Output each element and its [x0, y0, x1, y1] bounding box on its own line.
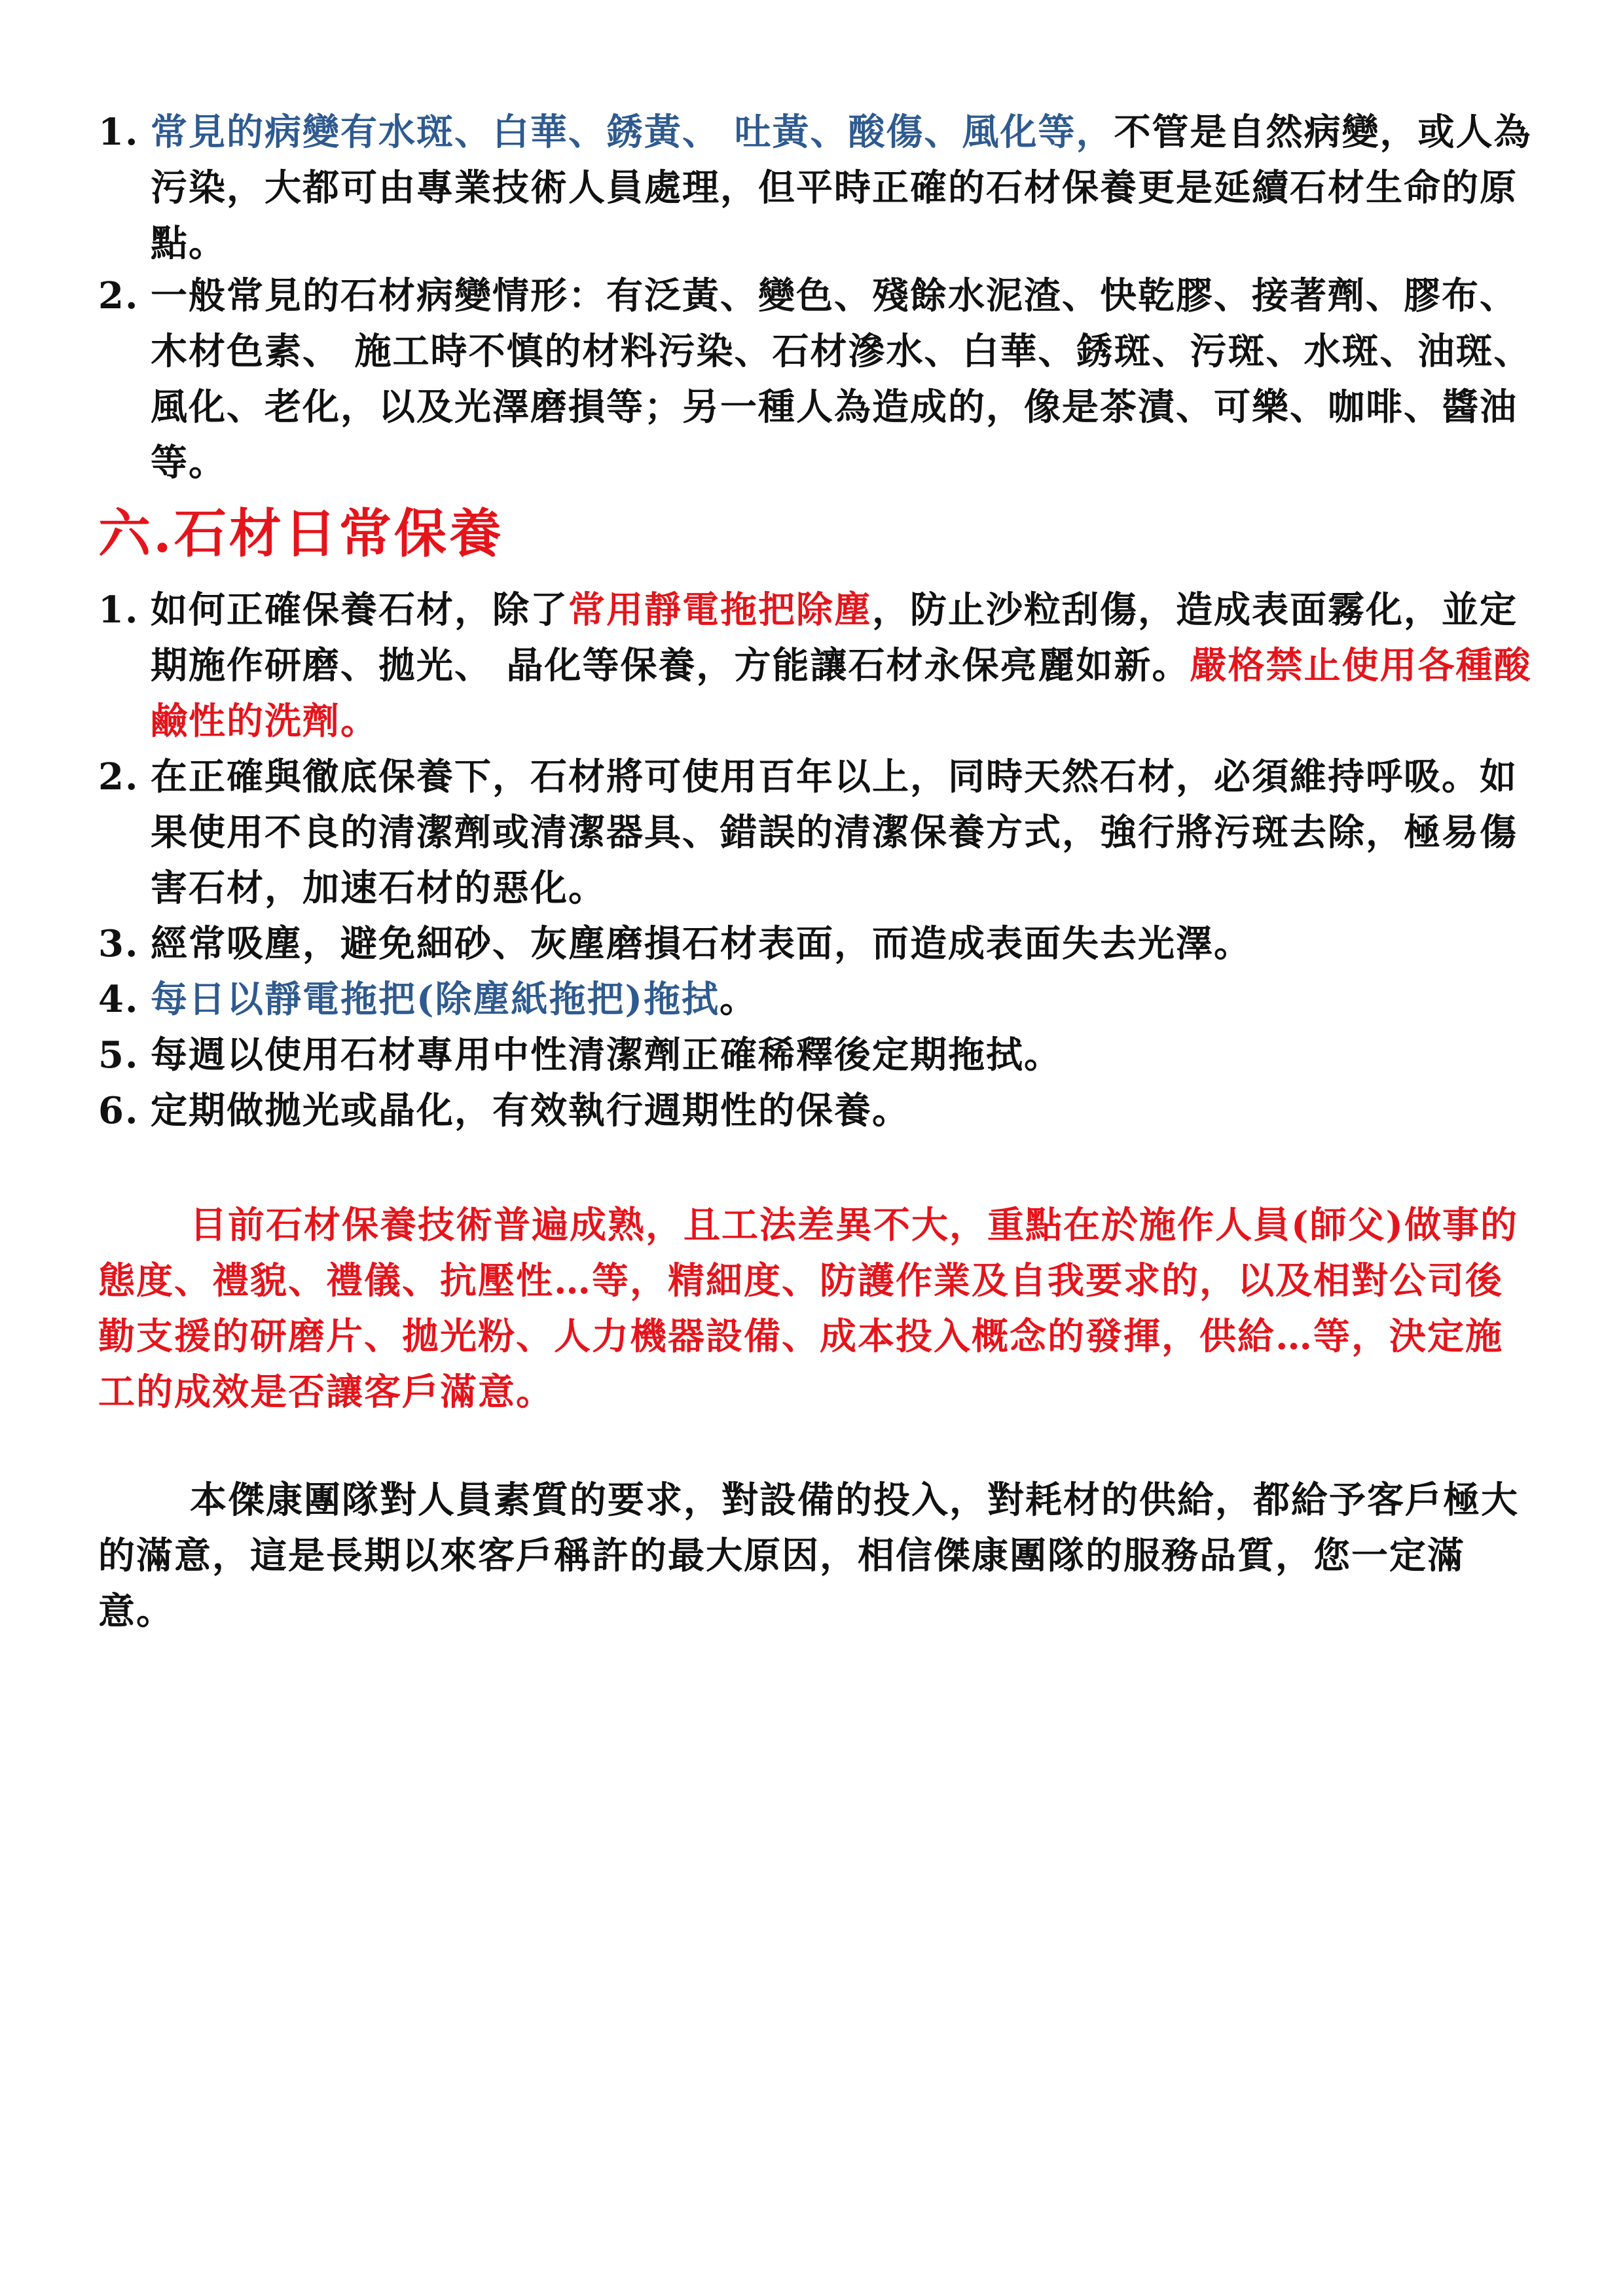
highlight-text: 常見的病變有水斑、白華、銹黃、 吐黃、酸傷、風化等， — [151, 111, 1114, 154]
list-number: 1. — [98, 111, 139, 154]
body-text: 不管是自然病變，或人為污染，大都可由專業技術人員處理，但平時正確的石材保養更是延續石材生命的原點。 — [151, 111, 1532, 265]
body-text: ，防止沙粒刮傷，造成表面霧化，並定期施作研磨、拋光、 晶化等保養，方能讓石材永保亮麗如新。 — [151, 588, 1518, 687]
team-paragraph: 本傑康團隊對人員素質的要求，對設備的投入，對耗材的供給，都給予客戶極大的滿意，這是長期以來客戶稱許的最大原因，相信傑康團隊的服務品質，您一定滿意。 — [98, 1479, 1519, 1633]
list-b-item-5 — [98, 1028, 1539, 1083]
body-text: 。 — [720, 978, 757, 1021]
list-b-item-2 — [98, 749, 1539, 916]
list-b-item-6 — [98, 1083, 1539, 1139]
list-text — [151, 972, 1539, 1028]
list-b-item-3 — [98, 916, 1539, 972]
body-text: 如何正確保養石材，除了 — [151, 588, 568, 632]
list-number: 2. — [98, 274, 139, 317]
highlight-text: 每日以靜電拖把(除塵紙拖把)拖拭 — [151, 978, 720, 1021]
list-text: 每週以使用石材專用中性清潔劑正確稀釋後定期拖拭。 — [151, 1033, 1062, 1077]
warning-text: 嚴格禁止使用各種酸鹼性的洗劑。 — [151, 644, 1532, 743]
highlight-text: 常用靜電拖把除塵 — [568, 588, 872, 632]
list-number: 6. — [98, 1089, 139, 1132]
list-number: 1. — [98, 588, 139, 632]
list-b-item-4 — [98, 972, 1539, 1028]
list-text — [151, 105, 1539, 272]
list-text — [151, 583, 1539, 749]
list-text: 一般常見的石材病變情形：有泛黃、變色、殘餘水泥渣、快乾膠、接著劑、膠布、木材色素、 施工時不慎的材料污染、石材滲水、白華、銹斑、污斑、水斑、油斑、風化、老化，以及光澤磨損等；另一種人為造成的，像是茶漬、可樂、咖啡、醬油等。 — [151, 274, 1532, 484]
list-number: 4. — [98, 978, 139, 1021]
list-text: 在正確與徹底保養下，石材將可使用百年以上，同時天然石材，必須維持呼吸。如果使用不良的清潔劑或清潔器具、錯誤的清潔保養方式，強行將污斑去除，極易傷害石材，加速石材的惡化。 — [151, 755, 1518, 910]
list-a-item-1 — [98, 105, 1539, 272]
list-number: 5. — [98, 1033, 139, 1077]
section-title: 六.石材日常保養 — [98, 503, 504, 564]
list-b-item-1 — [98, 583, 1539, 749]
quality-paragraph: 目前石材保養技術普遍成熟，且工法差異不大，重點在於施作人員(師父)做事的態度、禮貌、禮儀、抗壓性…等，精細度、防護作業及自我要求的，以及相對公司後勤支援的研磨片、拋光粉、人力機器設備、成本投入概念的發揮，供給…等，決定施工的成效是否讓客戶滿意。 — [98, 1204, 1518, 1414]
list-text: 定期做拋光或晶化，有效執行週期性的保養。 — [151, 1089, 910, 1132]
list-a-item-2 — [98, 268, 1539, 491]
list-text: 經常吸塵，避免細砂、灰塵磨損石材表面，而造成表面失去光澤。 — [151, 922, 1252, 965]
list-number: 3. — [98, 922, 139, 965]
list-number: 2. — [98, 755, 139, 798]
